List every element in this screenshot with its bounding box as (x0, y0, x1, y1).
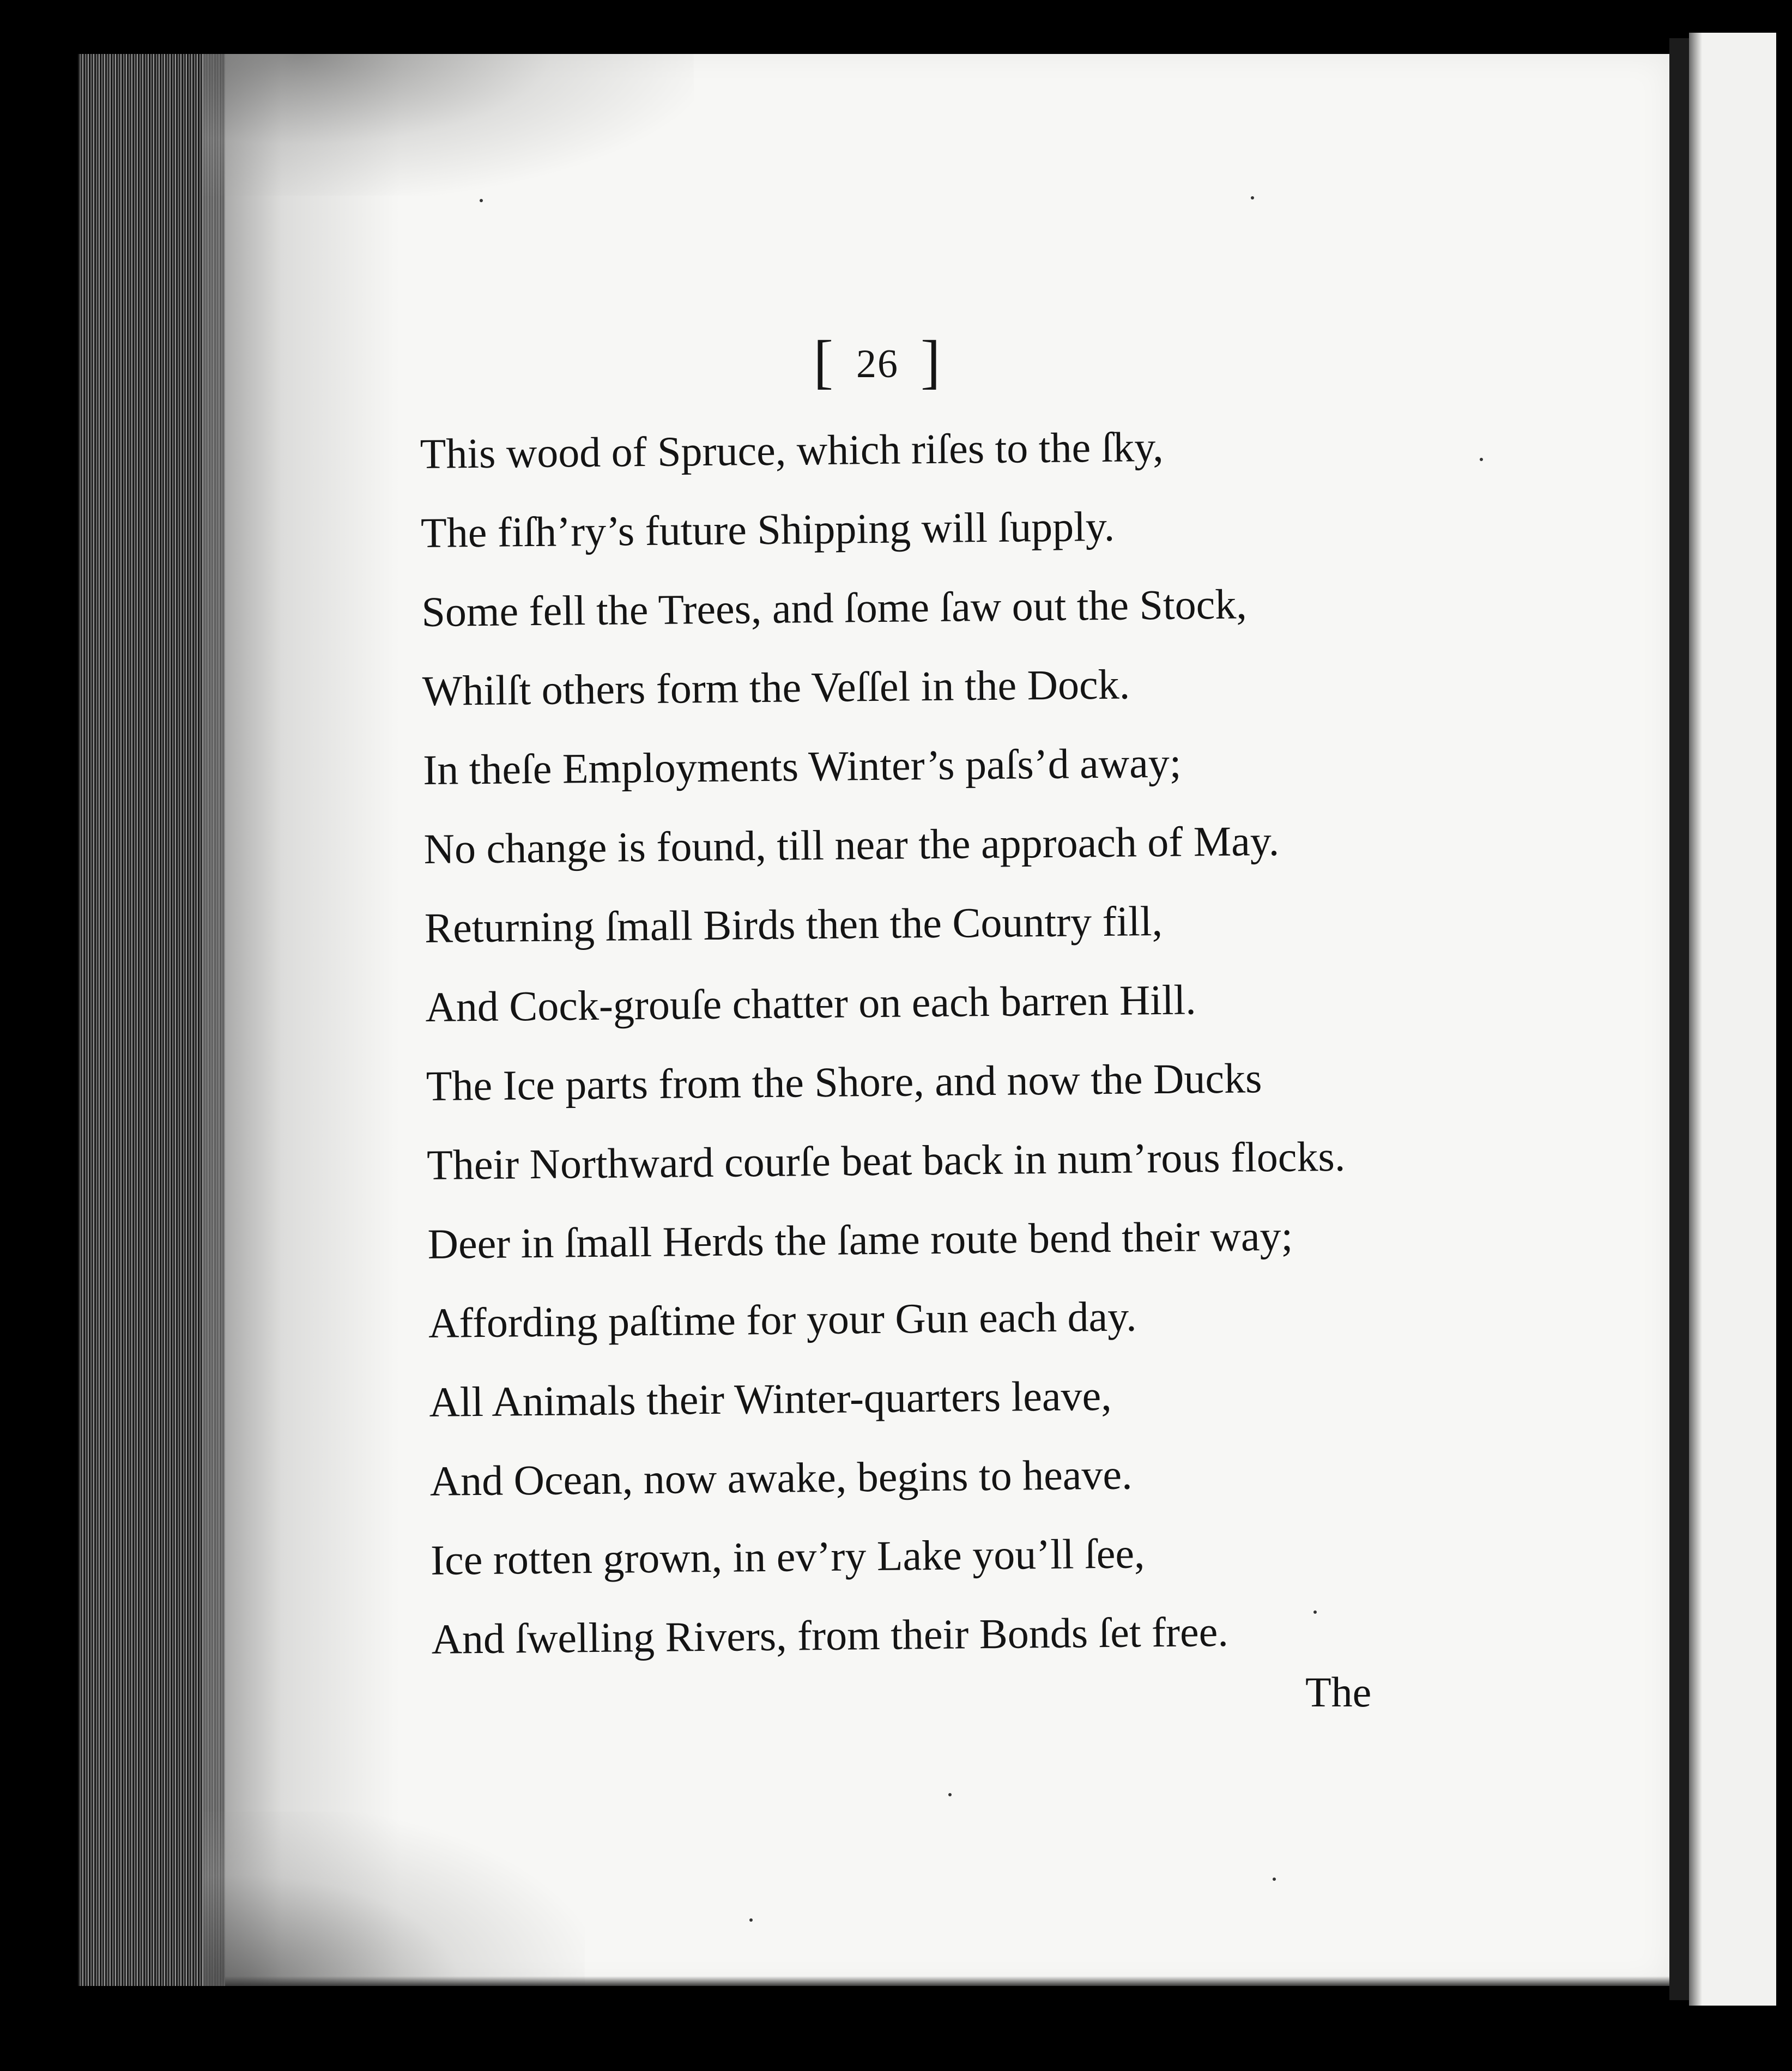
book-gutter (1669, 38, 1689, 2000)
bottom-stain (203, 1812, 585, 1986)
verse-line-5: In theſe Employments Winter’s paſs’d away; (422, 738, 1182, 794)
page-bottom-edge (225, 1976, 1669, 1986)
verse-line-14: And Ocean, now awake, begins to heave. (429, 1450, 1133, 1505)
verse-line-12: Affording paſtime for your Gun each day. (428, 1292, 1137, 1347)
ink-speck (749, 1918, 753, 1922)
verse-line-3: Some fell the Trees, and ſome ſaw out the Stock, (421, 580, 1248, 635)
next-page-edge (1689, 33, 1776, 2006)
verse-line-7: Returning ſmall Birds then the Country fill, (424, 897, 1163, 952)
ink-speck (1273, 1878, 1276, 1881)
ink-speck (1251, 196, 1254, 199)
verse-line-6: No change is found, till near the approach of May. (423, 816, 1280, 873)
top-stain (203, 54, 694, 196)
verse-line-4: Whilſt others form the Veſſel in the Dock. (422, 660, 1130, 714)
page-number-header (774, 327, 981, 396)
verse-line-9: The Ice parts from the Shore, and now the Ducks (426, 1054, 1262, 1110)
folio-open-bracket: [ (813, 328, 834, 395)
ink-speck (480, 199, 483, 202)
verse-line-8: And Cock-grouſe chatter on each barren Hill. (425, 976, 1197, 1031)
verse-line-1: This wood of Spruce, which riſes to the ſky, (420, 422, 1164, 477)
verse-line-13: All Animals their Winter-quarters leave, (428, 1371, 1112, 1426)
ink-speck (1313, 1610, 1317, 1614)
poem-text (420, 403, 1631, 1679)
verse-line-16: And ſwelling Rivers, from their Bonds ſet free. (431, 1607, 1229, 1663)
page-number: 26 (856, 342, 899, 386)
verse-line-11: Deer in ſmall Herds the ſame route bend their way; (427, 1212, 1293, 1268)
verse-line-2: The fiſh’ry’s future Shipping will ſupply. (420, 502, 1115, 556)
catchword: The (1305, 1668, 1372, 1716)
ink-speck (948, 1793, 952, 1796)
spine-shadow (203, 54, 399, 1986)
folio-close-bracket: ] (921, 328, 942, 395)
next-page-shadow (1689, 33, 1702, 2006)
verse-line-10: Their Northward courſe beat back in num’rous flocks. (426, 1132, 1346, 1189)
ink-speck (1480, 458, 1483, 461)
verse-line-15: Ice rotten grown, in ev’ry Lake you’ll ſee, (430, 1529, 1145, 1584)
